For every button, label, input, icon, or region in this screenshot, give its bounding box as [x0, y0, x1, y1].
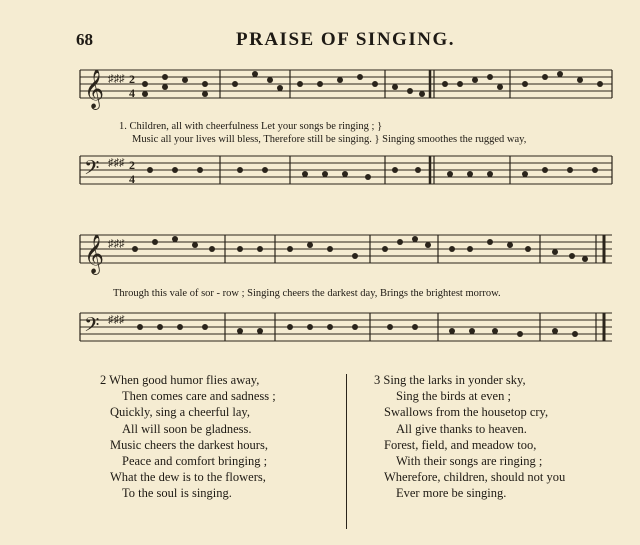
verse-line: Wherefore, children, should not you [384, 470, 566, 485]
verse-line: 2 When good humor flies away, [100, 373, 260, 387]
verse-line: All give thanks to heaven. [396, 421, 527, 436]
verse-line: 3 Sing the larks in yonder sky, [374, 373, 526, 387]
svg-text:𝄞: 𝄞 [84, 236, 105, 273]
time-signature-bottom: 4 [129, 86, 135, 100]
system1-bass-staff [0, 148, 640, 196]
system1-lyrics-line2: Music all your lives will bless, Therefore still be singing. } Singing smoothes the rugged way, [132, 134, 527, 145]
page-title: PRAISE OF SINGING. [236, 29, 455, 50]
verse-3 [374, 372, 565, 502]
verse-line: Peace and comfort bringing ; [122, 454, 268, 469]
verse-line: Swallows from the housetop cry, [384, 405, 549, 420]
svg-text:♯♯♯: ♯♯♯ [108, 314, 125, 326]
verse-divider [346, 374, 347, 529]
svg-text:♯♯♯: ♯♯♯ [108, 238, 125, 250]
staff-lines [80, 70, 612, 98]
svg-text:2: 2 [129, 158, 135, 172]
verse-line: To the soul is singing. [122, 486, 232, 501]
verse-line: Then comes care and sadness ; [122, 389, 276, 404]
verse-line: All will soon be gladness. [122, 421, 252, 436]
page-number: 68 [76, 30, 93, 49]
bass-clef-icon: 𝄢 [84, 158, 100, 184]
verse-line: Music cheers the darkest hours, [110, 437, 268, 452]
system2-bass-staff [0, 305, 640, 353]
treble-clef-icon: 𝄞 [84, 71, 105, 108]
verse-line: Sing the birds at even ; [396, 389, 511, 404]
verse-line: Quickly, sing a cheerful lay, [110, 405, 250, 420]
system2-treble-staff [0, 225, 640, 285]
svg-text:4: 4 [129, 172, 135, 186]
verse-line: Ever more be singing. [396, 486, 507, 501]
verse-line: With their songs are ringing ; [396, 454, 543, 469]
key-signature-sharps: ♯♯♯ [108, 73, 125, 85]
verse-2 [100, 372, 276, 502]
svg-text:𝄢: 𝄢 [84, 315, 100, 341]
svg-text:♯♯♯: ♯♯♯ [108, 157, 125, 169]
system1-lyrics-line1: 1. Children, all with cheerfulness Let your songs be ringing ; } [119, 121, 383, 132]
system1-treble-staff [0, 60, 640, 120]
system2-lyrics: Through this vale of sor - row ; Singing cheers the darkest day, Brings the brightest morrow. [113, 288, 501, 299]
verse-line: What the dew is to the flowers, [110, 470, 266, 485]
verse-line: Forest, field, and meadow too, [384, 437, 537, 452]
time-signature-top: 2 [129, 72, 135, 86]
